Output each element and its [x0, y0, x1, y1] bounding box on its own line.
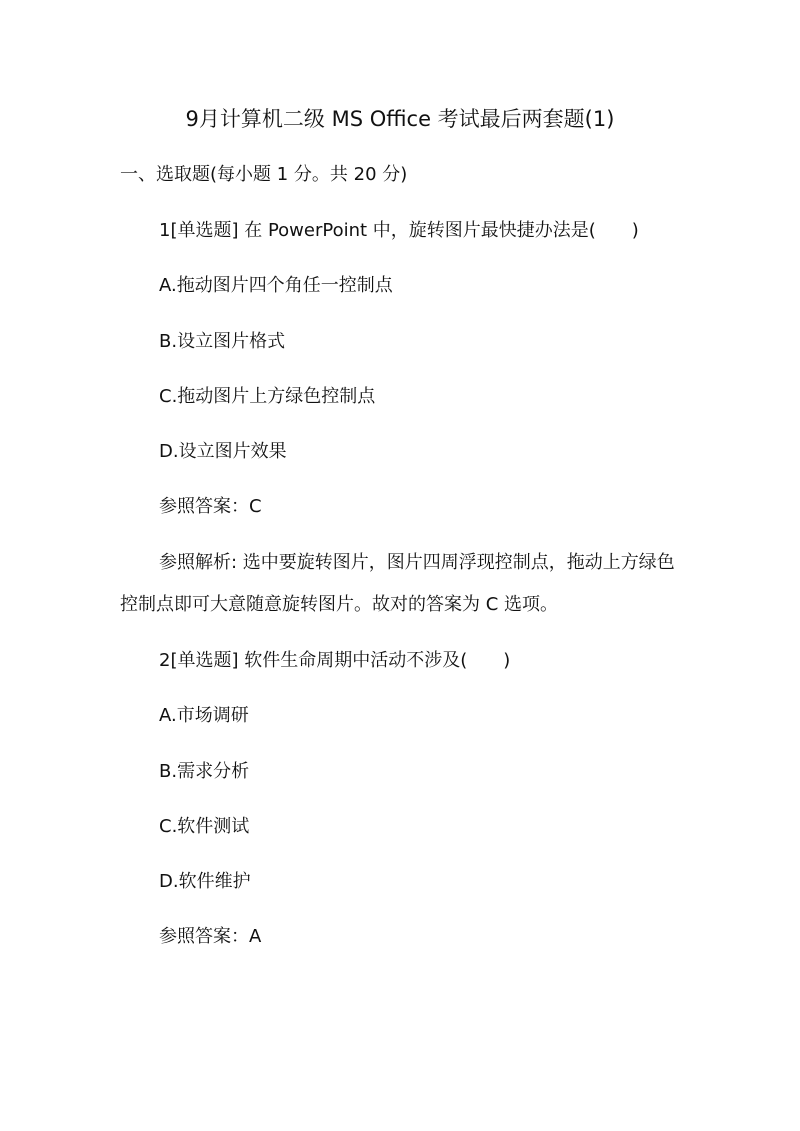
question-1-option-a: A.拖动图片四个角任一控制点	[159, 275, 393, 296]
section-heading: 一、选取题(每小题 1 分。共 20 分)	[120, 164, 408, 185]
question-1-explanation: 参照解析: 选中要旋转图片，图片四周浮现控制点，拖动上方绿色控制点即可大意随意旋转图片。故对的答案为 C 选项。	[120, 552, 675, 615]
question-2-stem: 2[单选题] 软件生命周期中活动不涉及( )	[159, 650, 511, 671]
question-1-option-b: B.设立图片格式	[159, 331, 286, 352]
question-1-answer: 参照答案：C	[159, 496, 262, 517]
question-2-option-c: C.软件测试	[159, 816, 250, 837]
question-1-option-d: D.设立图片效果	[159, 441, 287, 462]
question-1-option-c: C.拖动图片上方绿色控制点	[159, 386, 376, 407]
question-2-option-d: D.软件维护	[159, 871, 251, 892]
question-2-option-b: B.需求分析	[159, 761, 250, 782]
document-title: 9月计算机二级 MS Office 考试最后两套题(1)	[185, 107, 615, 131]
question-1-stem: 1[单选题] 在 PowerPoint 中，旋转图片最快捷办法是( )	[159, 220, 639, 241]
question-2-option-a: A.市场调研	[159, 705, 249, 726]
question-2-answer: 参照答案：A	[159, 926, 262, 947]
